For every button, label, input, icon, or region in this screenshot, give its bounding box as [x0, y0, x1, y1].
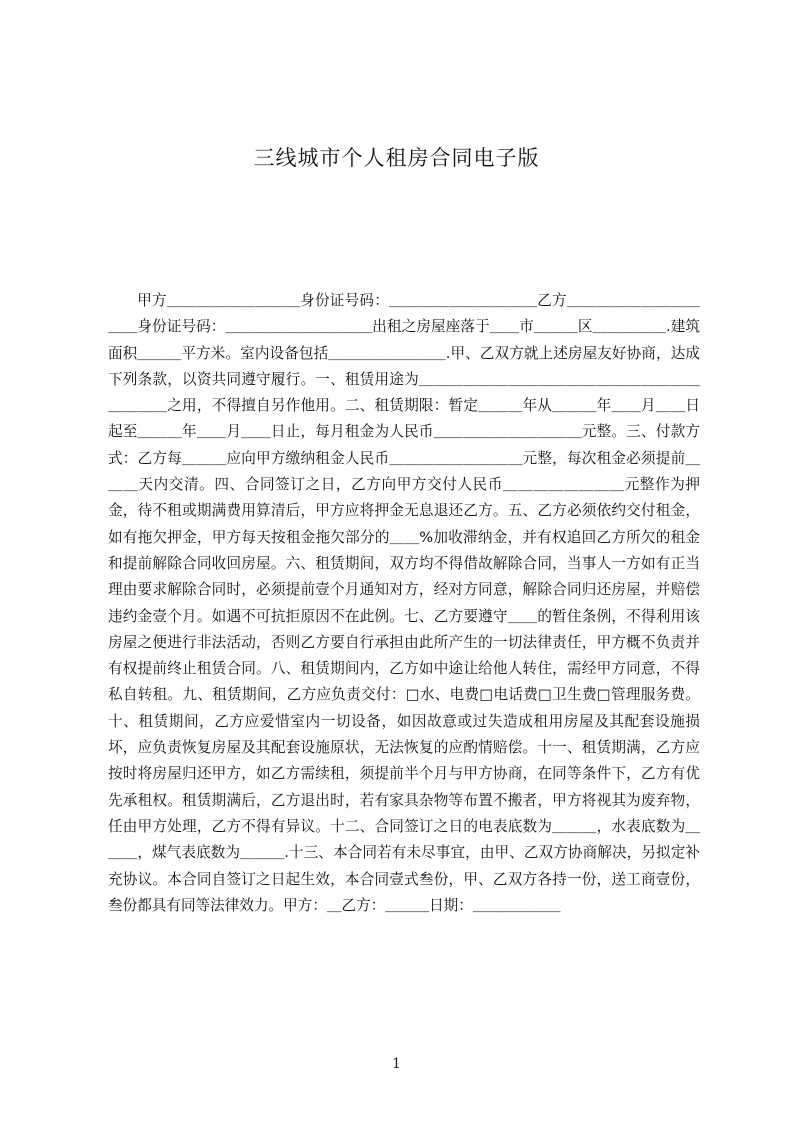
- page-number: 1: [392, 1056, 401, 1072]
- document-title: 三线城市个人租房合同电子版: [253, 146, 540, 170]
- contract-body: 甲方＿＿＿＿＿＿＿＿＿身份证号码：＿＿＿＿＿＿＿＿＿＿乙方＿＿＿＿＿＿＿＿＿＿＿身份证号码：＿＿＿＿＿＿＿＿＿＿出租之房屋座落于＿＿市＿＿＿区＿＿＿＿＿.建筑面积＿＿＿平方米。室内设备包括＿＿＿＿＿＿＿＿.甲、乙双方就上述房屋友好协商，达成下列条款，以资共同遵守履行。一、租赁用途为＿＿＿＿＿＿＿＿＿＿＿＿＿＿＿＿＿＿＿＿＿＿＿之用，不得擅自另作他用。二、租赁期限：暂定＿＿＿年从＿＿＿年＿＿月＿＿日起至＿＿＿年＿＿月＿＿日止，每月租金为人民币＿＿＿＿＿＿＿＿＿＿元整。三、付款方式：乙方每＿＿＿应向甲方缴纳租金人民币＿＿＿＿＿＿＿＿＿元整，每次租金必须提前＿＿＿天内交清。四、合同签订之日，乙方向甲方交付人民币＿＿＿＿＿＿＿＿元整作为押金，待不租或期满费用算清后，甲方应将押金无息退还乙方。五、乙方必须依约交付租金，如有拖欠押金，甲方每天按租金拖欠部分的＿＿%加收滞纳金，并有权追回乙方所欠的租金和提前解除合同收回房屋。六、租赁期间，双方均不得借故解除合同，当事人一方如有正当理由要求解除合同时，必须提前壹个月通知对方，经对方同意，解除合同归还房屋，并赔偿违约金壹个月。如遇不可抗拒原因不在此例。七、乙方要遵守＿＿的暂住条例，不得利用该房屋之便进行非法活动，否则乙方要自行承担由此所产生的一切法律责任，甲方概不负责并有权提前终止租赁合同。八、租赁期间内，乙方如中途让给他人转住，需经甲方同意，不得私自转租。九、租赁期间，乙方应负责交付：□水、电费□电话费□卫生费□管理服务费。十、租赁期间，乙方应爱惜室内一切设备，如因故意或过失造成租用房屋及其配套设施损坏，应负责恢复房屋及其配套设施原状，无法恢复的应酌情赔偿。十一、租赁期满，乙方应按时将房屋归还甲方，如乙方需续租，须提前半个月与甲方协商，在同等条件下，乙方有优先承租权。租赁期满后，乙方退出时，若有家具杂物等布置不搬者，甲方将视其为废弃物，任由甲方处理，乙方不得有异议。十二、合同签订之日的电表底数为＿＿＿，水表底数为＿＿＿，煤气表底数为＿＿＿.十三、本合同若有未尽事宜，由甲、乙双方协商解决，另拟定补充协议。本合同自签订之日起生效，本合同壹式叁份，甲、乙双方各持一份，送工商壹份，叁份都具有同等法律效力。甲方：＿乙方：＿＿＿日期：＿＿＿＿＿＿: [108, 292, 700, 914]
